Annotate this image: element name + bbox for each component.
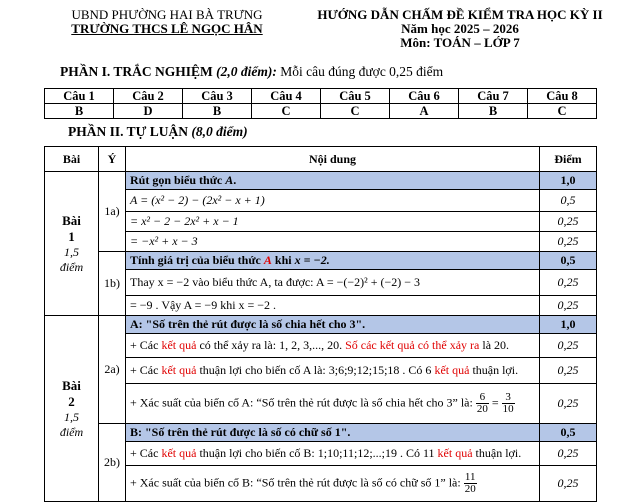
mc-answer: B xyxy=(459,104,528,119)
row-content: A: "Số trên thẻ rút được là số chia hết cho 3". xyxy=(126,316,540,334)
mc-question: Câu 7 xyxy=(459,89,528,104)
table-row xyxy=(45,424,597,442)
fraction-den: 20 xyxy=(464,483,476,495)
r9-e: là 20. xyxy=(482,338,510,352)
mc-question: Câu 1 xyxy=(45,89,114,104)
r10-e: thuận lợi. xyxy=(472,363,519,377)
mc-answer: B xyxy=(183,104,252,119)
mc-answer: C xyxy=(528,104,597,119)
org-line2: TRƯỜNG THCS LÊ NGỌC HÂN xyxy=(71,21,263,36)
grading-table xyxy=(44,146,597,502)
fraction-num: 6 xyxy=(476,392,489,404)
row-content: B: "Số trên thẻ rút được là số có chữ số 1". xyxy=(126,424,540,442)
table-row xyxy=(45,190,597,212)
r5-var: A xyxy=(263,253,272,267)
fraction-den: 10 xyxy=(502,403,514,415)
bai1-label: Bài xyxy=(62,212,81,228)
mc-question: Câu 6 xyxy=(390,89,459,104)
r14-text: + Xác suất của biến cố B: “Số trên thẻ rút được là số có chữ số 1” là: xyxy=(130,475,461,490)
fraction-den: 20 xyxy=(476,403,488,415)
row-score: 0,25 xyxy=(540,334,597,358)
row-score: 1,0 xyxy=(540,172,597,190)
part2-heading xyxy=(68,124,248,140)
header-title-block xyxy=(300,8,620,50)
header-org xyxy=(52,8,282,36)
fraction xyxy=(464,472,477,495)
mc-question: Câu 4 xyxy=(252,89,321,104)
table-row xyxy=(45,270,597,296)
row-content xyxy=(126,172,540,190)
row-score: 0,25 xyxy=(540,296,597,316)
col-score: Điểm xyxy=(540,147,597,172)
row-content: = −x² + x − 3 xyxy=(126,232,540,252)
fraction-num: 11 xyxy=(464,471,476,483)
org-line1: UBND PHƯỜNG HAI BÀ TRƯNG xyxy=(71,7,263,22)
table-row xyxy=(45,232,597,252)
y-1a: 1a) xyxy=(99,172,126,252)
doc-title: HƯỚNG DẪN CHẤM ĐỀ KIỂM TRA HỌC KỲ II xyxy=(317,7,603,22)
row-score: 0,25 xyxy=(540,270,597,296)
table-row xyxy=(45,466,597,502)
table-header-row xyxy=(45,147,597,172)
table-row xyxy=(45,358,597,384)
mc-question: Câu 5 xyxy=(321,89,390,104)
r9-a: + Các xyxy=(130,338,159,352)
table-row xyxy=(45,172,597,190)
row-score: 0,25 xyxy=(540,358,597,384)
y-1b: 1b) xyxy=(99,252,126,316)
col-bai: Bài xyxy=(45,147,99,172)
row-content xyxy=(126,466,540,502)
mc-answer: A xyxy=(390,104,459,119)
bai1-cell xyxy=(45,172,99,316)
school-year: Năm học 2025 – 2026 xyxy=(401,21,519,36)
multiple-choice-table xyxy=(44,88,597,119)
mc-question: Câu 3 xyxy=(183,89,252,104)
part1-title: PHẦN I. TRẮC NGHIỆM xyxy=(60,64,213,79)
bai1-num: 1 xyxy=(68,228,75,244)
part1-heading xyxy=(60,64,443,80)
fraction xyxy=(476,392,489,415)
part1-note: Mỗi câu đúng được 0,25 điểm xyxy=(280,64,444,79)
subject: Môn: TOÁN – LỚP 7 xyxy=(400,35,520,50)
table-row xyxy=(45,334,597,358)
row-score: 0,25 xyxy=(540,232,597,252)
row-content xyxy=(126,252,540,270)
r1-dot: . xyxy=(233,173,237,187)
bai2-label: Bài xyxy=(62,377,81,393)
mc-answer: C xyxy=(252,104,321,119)
bai1-points: 1,5 xyxy=(64,244,79,259)
r5-text-b: khi xyxy=(274,253,292,267)
table-row xyxy=(45,316,597,334)
row-score: 0,5 xyxy=(540,252,597,270)
mc-header-row xyxy=(45,89,597,104)
table-row xyxy=(45,296,597,316)
r10-b: kết quả xyxy=(161,363,197,377)
mc-question: Câu 2 xyxy=(114,89,183,104)
r11-eq: = xyxy=(491,395,499,410)
row-score: 0,25 xyxy=(540,384,597,424)
y-2a: 2a) xyxy=(99,316,126,424)
col-content: Nội dung xyxy=(126,147,540,172)
bai2-num: 2 xyxy=(68,393,75,409)
col-y: Ý xyxy=(99,147,126,172)
row-content: A = (x² − 2) − (2x² − x + 1) xyxy=(126,190,540,212)
r13-b: kết quả xyxy=(161,446,197,460)
r13-e: thuận lợi. xyxy=(475,446,522,460)
row-score: 0,25 xyxy=(540,212,597,232)
r13-c: thuận lợi cho biến cố B: 1;10;11;12;...;19 . Có 11 xyxy=(199,446,435,460)
table-row xyxy=(45,252,597,270)
row-score: 0,5 xyxy=(540,424,597,442)
table-row xyxy=(45,442,597,466)
r10-c: thuận lợi cho biến cố A là: 3;6;9;12;15;18 . Có 6 xyxy=(199,363,432,377)
part2-title: PHẦN II. TỰ LUẬN xyxy=(68,124,189,139)
r11-text: + Xác suất của biến cố A: “Số trên thẻ rút được là số chia hết cho 3” là: xyxy=(130,395,473,410)
table-row xyxy=(45,212,597,232)
y-2b: 2b) xyxy=(99,424,126,502)
r5-cond: x = −2. xyxy=(294,253,330,267)
r9-b: kết quả xyxy=(161,338,197,352)
r5-text-a: Tính giá trị của biểu thức xyxy=(130,253,261,267)
fraction xyxy=(502,392,515,415)
row-score: 1,0 xyxy=(540,316,597,334)
row-content xyxy=(126,358,540,384)
r9-c: có thể xảy ra là: 1, 2, 3,..., 20. xyxy=(199,338,343,352)
mc-answer: B xyxy=(45,104,114,119)
row-content: Thay x = −2 vào biểu thức A, ta được: A = −(−2)² + (−2) − 3 xyxy=(126,270,540,296)
mc-answer-row xyxy=(45,104,597,119)
part1-points: (2,0 điểm): xyxy=(216,64,277,79)
part2-points: (8,0 điểm) xyxy=(191,124,248,139)
r10-d: kết quả xyxy=(434,363,470,377)
r10-a: + Các xyxy=(130,363,159,377)
table-row xyxy=(45,384,597,424)
row-score: 0,25 xyxy=(540,442,597,466)
row-content xyxy=(126,334,540,358)
mc-question: Câu 8 xyxy=(528,89,597,104)
mc-answer: C xyxy=(321,104,390,119)
r13-a: + Các xyxy=(130,446,159,460)
bai2-cell xyxy=(45,316,99,502)
r1-text: Rút gọn biểu thức xyxy=(130,173,223,187)
fraction-num: 3 xyxy=(502,392,515,404)
bai1-unit: điểm xyxy=(59,259,84,274)
r1-var: A xyxy=(225,173,234,187)
mc-answer: D xyxy=(114,104,183,119)
bai2-unit: điểm xyxy=(59,424,84,439)
row-score: 0,25 xyxy=(540,466,597,502)
r9-d: Số các kết quả có thể xảy ra xyxy=(345,338,480,352)
row-content: = x² − 2 − 2x² + x − 1 xyxy=(126,212,540,232)
row-content: = −9 . Vậy A = −9 khi x = −2 . xyxy=(126,296,540,316)
row-score: 0,5 xyxy=(540,190,597,212)
row-content xyxy=(126,384,540,424)
row-content xyxy=(126,442,540,466)
bai2-points: 1,5 xyxy=(64,409,79,424)
r13-d: kết quả xyxy=(437,446,473,460)
